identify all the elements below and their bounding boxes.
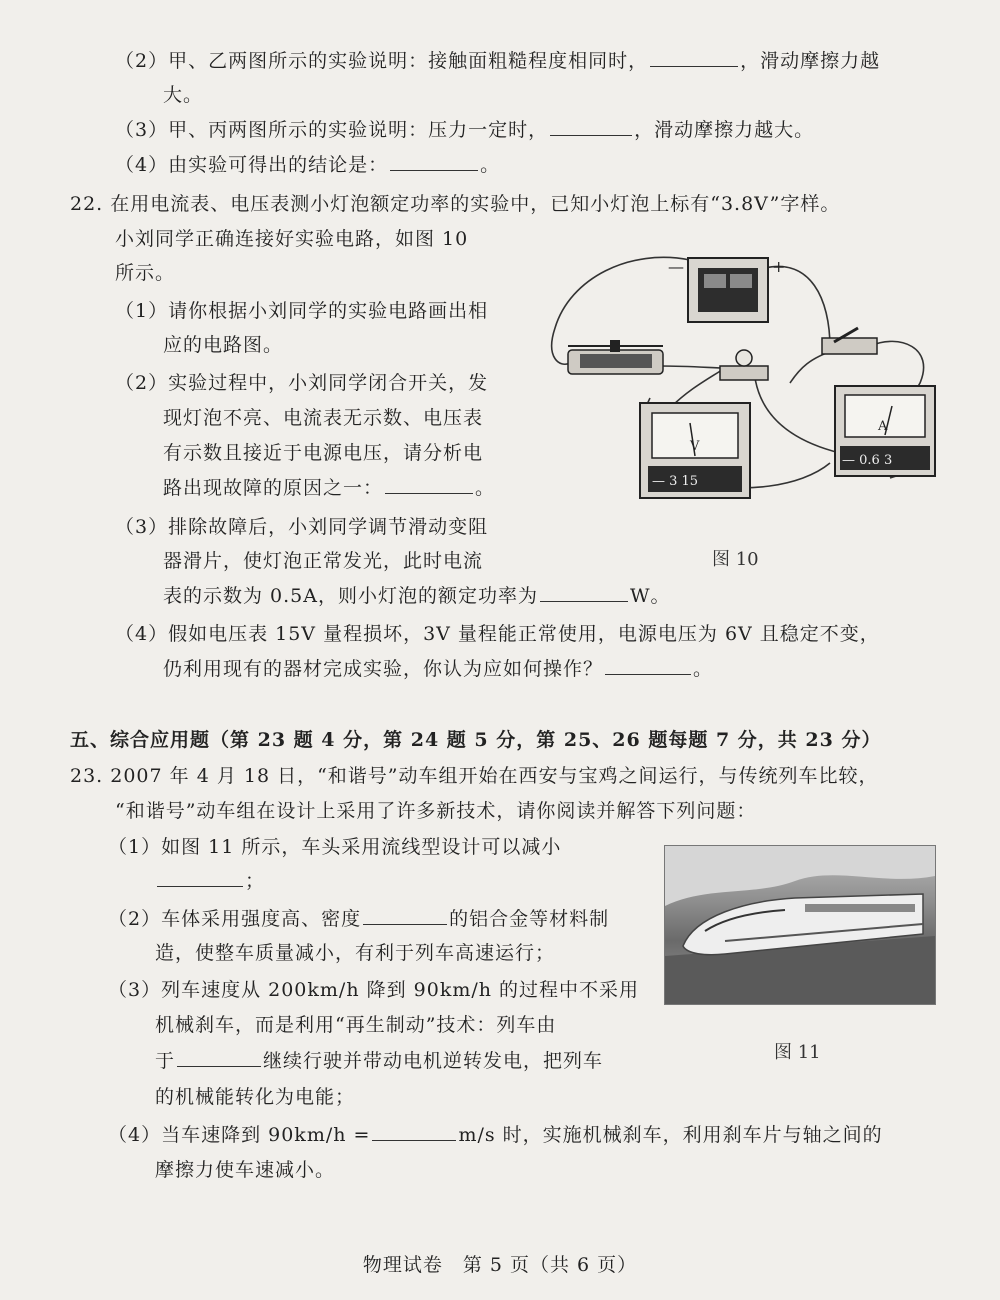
- answer-blank[interactable]: [540, 583, 628, 602]
- q21-item3: （3）甲、丙两图所示的实验说明：压力一定时， ，滑动摩擦力越大。: [115, 119, 815, 141]
- q22-item4-b: 仍利用现有的器材完成实验，你认为应如何操作？ 。: [163, 658, 714, 680]
- q22-item3-b: 器滑片，使灯泡正常发光，此时电流: [163, 550, 484, 572]
- q22-stem-2: 小刘同学正确连接好实验电路，如图 10: [115, 228, 469, 250]
- answer-blank[interactable]: [605, 656, 691, 675]
- circuit-figure-10: [540, 238, 960, 538]
- ammeter: [835, 386, 935, 476]
- q22-item1-a: （1）请你根据小刘同学的实验电路画出相: [115, 300, 489, 322]
- q23-item4-c: 摩擦力使车速减小。: [155, 1159, 336, 1181]
- battery-plus-label: +: [772, 257, 786, 276]
- q23-item3-cd: 于 继续行驶并带动电机逆转发电，把列车: [155, 1050, 604, 1072]
- voltmeter-symbol: V: [690, 439, 700, 454]
- battery: [668, 257, 785, 322]
- q23-item1-b: ；: [155, 868, 265, 894]
- q22-item3-c: 表的示数为 0.5A，则小灯泡的额定功率为 W。: [163, 585, 671, 607]
- q23-item4-a: （4）当车速降到 90km/h = m/s 时，实施机械刹车，利用刹车片与轴之间的: [108, 1124, 883, 1146]
- wire: [660, 366, 725, 368]
- battery-minus-label: —: [668, 257, 684, 276]
- wire: [765, 266, 830, 348]
- q23-stem-1: 23. 2007 年 4 月 18 日，“和谐号”动车组开始在西安与宝鸡之间运行，与传统列车比较，: [70, 765, 879, 787]
- q21-item2-line1: （2）甲、乙两图所示的实验说明：接触面粗糙程度相同时， ，滑动摩擦力越: [115, 50, 881, 72]
- answer-blank[interactable]: [650, 48, 738, 67]
- ammeter-terminals: — 0.6 3: [842, 453, 893, 468]
- answer-blank[interactable]: [385, 475, 473, 494]
- ammeter-symbol: A: [878, 419, 888, 434]
- q22-item2-c: 有示数且接近于电源电压，请分析电: [163, 442, 484, 464]
- rheostat: [568, 340, 663, 374]
- switch: [822, 328, 877, 354]
- wire: [755, 378, 840, 453]
- q21-item4: （4）由实验可得出的结论是： 。: [115, 154, 501, 176]
- q23-item3-b: 机械刹车，而是利用“再生制动”技术：列车由: [155, 1014, 557, 1036]
- answer-blank[interactable]: [390, 152, 478, 171]
- wire: [790, 350, 835, 383]
- q22-stem-3: 所示。: [115, 262, 176, 284]
- q22-item4-a: （4）假如电压表 15V 量程损坏，3V 量程能正常使用，电源电压为 6V 且稳定不变，: [115, 623, 880, 645]
- figure-11-caption: 图 11: [774, 1042, 821, 1063]
- q22-item2-a: （2）实验过程中，小刘同学闭合开关，发: [115, 372, 489, 394]
- q22-item2-b: 现灯泡不亮、电流表无示数、电压表: [163, 407, 484, 429]
- answer-blank[interactable]: [157, 868, 243, 887]
- answer-blank[interactable]: [363, 906, 447, 925]
- q22-stem-1: 22. 在用电流表、电压表测小灯泡额定功率的实验中，已知小灯泡上标有“3.8V”字样。: [70, 193, 841, 215]
- q21-item2-line2: 大。: [163, 84, 204, 106]
- figure-10-caption: 图 10: [712, 549, 759, 570]
- train-illustration: [665, 846, 935, 1004]
- voltmeter: [640, 403, 750, 498]
- answer-blank[interactable]: [372, 1122, 456, 1141]
- q23-stem-2: “和谐号”动车组在设计上采用了许多新技术，请你阅读并解答下列问题：: [115, 800, 757, 822]
- voltmeter-terminals: — 3 15: [652, 474, 699, 489]
- q22-item2-d: 路出现故障的原因之一： 。: [163, 477, 496, 499]
- q22-item1-b: 应的电路图。: [163, 334, 284, 356]
- q23-item2-c: 造，使整车质量减小，有利于列车高速运行；: [155, 942, 556, 964]
- q23-item3-a: （3）列车速度从 200km/h 降到 90km/h 的过程中不采用: [108, 979, 640, 1001]
- train-photo-figure-11: [664, 845, 936, 1005]
- lamp: [720, 350, 768, 380]
- page-footer: 物理试卷 第 5 页（共 6 页）: [362, 1254, 638, 1276]
- section-5-heading: 五、综合应用题（第 23 题 4 分，第 24 题 5 分，第 25、26 题每题 7 分，共 23 分）: [70, 729, 882, 751]
- q23-item2-a: （2）车体采用强度高、密度 的铝合金等材料制: [108, 908, 610, 930]
- answer-blank[interactable]: [550, 117, 632, 136]
- answer-blank[interactable]: [177, 1048, 261, 1067]
- q23-item1-a: （1）如图 11 所示，车头采用流线型设计可以减小: [108, 836, 562, 858]
- q23-item3-e: 的机械能转化为电能；: [155, 1086, 356, 1108]
- q22-item3-a: （3）排除故障后，小刘同学调节滑动变阻: [115, 516, 489, 538]
